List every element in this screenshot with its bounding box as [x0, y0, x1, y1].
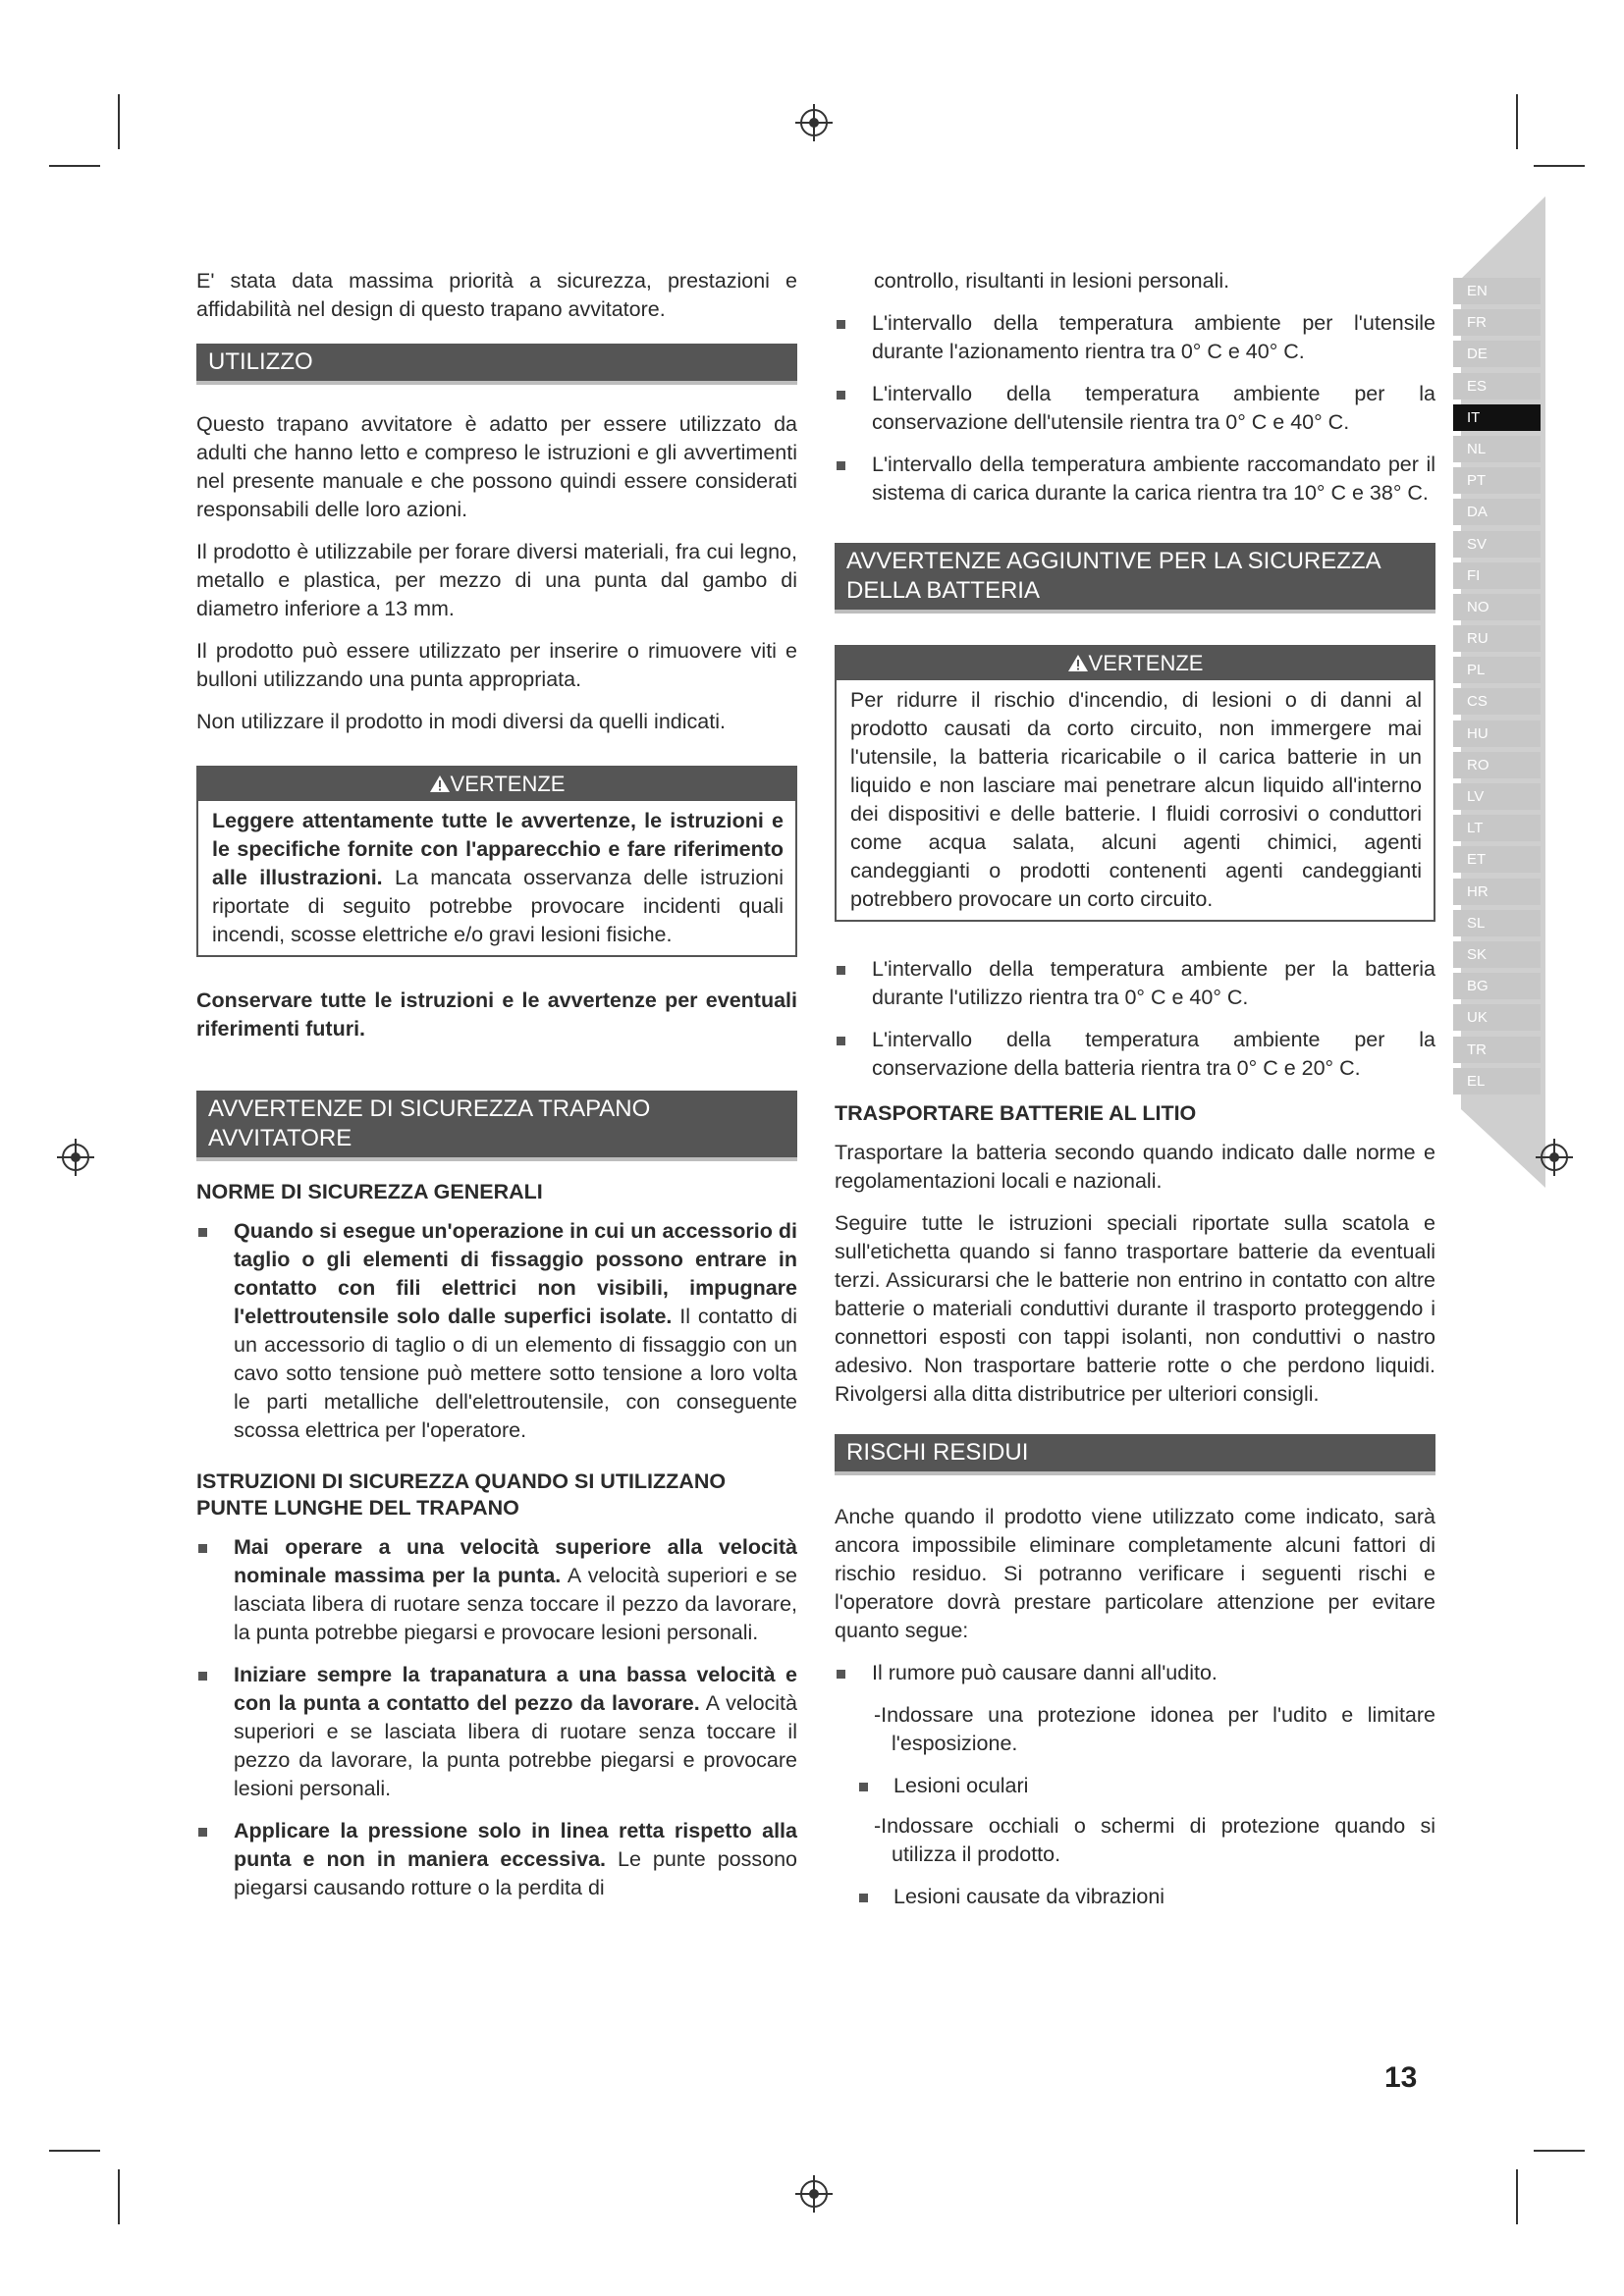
- registration-mark-icon: [793, 2173, 835, 2215]
- language-tab-nl[interactable]: NL: [1453, 436, 1541, 462]
- language-tab-hr[interactable]: HR: [1453, 879, 1541, 905]
- warning-triangle-icon: [429, 774, 451, 793]
- right-column: [835, 267, 1435, 1923]
- language-tab-no[interactable]: NO: [1453, 594, 1541, 620]
- language-tab-pt[interactable]: PT: [1453, 467, 1541, 494]
- list-item: [835, 955, 1435, 1012]
- bullet-list: [835, 309, 1435, 507]
- list-item: [835, 1659, 1435, 1687]
- bullet-square-icon: [198, 1544, 207, 1553]
- language-tab-fr[interactable]: FR: [1453, 309, 1541, 336]
- bullet-square-icon: [837, 1037, 845, 1045]
- bullet-square-icon: [837, 461, 845, 470]
- list-item-bold: Mai operare a una velocità superiore alla velocità nominale massima per la punta.: [234, 1535, 797, 1587]
- subheading-long-bits: ISTRUZIONI DI SICUREZZA QUANDO SI UTILIZZANO PUNTE LUNGHE DEL TRAPANO: [196, 1469, 727, 1520]
- list-item: [196, 1817, 797, 1902]
- list-item-text: A velocità superiori e se lasciata libera di ruotare senza toccare il pezzo da lavorare, la punta potrebbe piegarsi e provocare lesioni personali.: [234, 1691, 797, 1800]
- crop-mark: [1516, 2169, 1518, 2224]
- language-tab-el[interactable]: EL: [1453, 1068, 1541, 1095]
- bullet-square-icon: [837, 966, 845, 975]
- language-tab-cs[interactable]: CS: [1453, 688, 1541, 715]
- warning-title: [837, 647, 1434, 680]
- registration-mark-icon: [1534, 1137, 1575, 1178]
- list-item: [835, 1026, 1435, 1083]
- language-tab-bg[interactable]: BG: [1453, 973, 1541, 999]
- continuation-text: controllo, risultanti in lesioni personali.: [874, 269, 1230, 293]
- list-item: [835, 309, 1435, 366]
- list-item-bold: Applicare la pressione solo in linea retta rispetto alla punta e non in maniera eccessiva.: [234, 1819, 797, 1871]
- subheading-general-rules: NORME DI SICUREZZA GENERALI: [196, 1180, 543, 1203]
- list-item-text: L'intervallo della temperatura ambiente raccomandato per il sistema di carica durante la carica rientra tra 10° C e 38° C.: [872, 453, 1435, 505]
- language-tab-sk[interactable]: SK: [1453, 941, 1541, 968]
- bullet-list: [835, 1659, 1435, 1687]
- bullet-square-icon: [859, 1783, 868, 1791]
- list-item: [835, 451, 1435, 507]
- section-header-safety-drill: AVVERTENZE DI SICUREZZA TRAPANO AVVITATORE: [196, 1091, 797, 1161]
- conserve-note-text: Conservare tutte le istruzioni e le avvertenze per eventuali riferimenti futuri.: [196, 988, 797, 1041]
- paragraph: Questo trapano avvitatore è adatto per essere utilizzato da adulti che hanno letto e compreso le istruzioni e gli avvertimenti nel presente manuale e che possono quindi essere considerati responsabili delle loro azioni.: [196, 412, 797, 521]
- language-tab-de[interactable]: DE: [1453, 341, 1541, 367]
- sub-list-item: -Indossare una protezione idonea per l'udito e limitare l'esposizione.: [874, 1703, 1435, 1755]
- list-item-bold: Quando si esegue un'operazione in cui un accessorio di taglio o gli elementi di fissaggio possono entrare in contatto con fili elettrici non visibili, impugnare l'elettroutensile solo dalle superfici isolate.: [234, 1219, 797, 1328]
- intro-text: E' stata data massima priorità a sicurezza, prestazioni e affidabilità nel design di questo trapano avvitatore.: [196, 269, 797, 321]
- language-tab-lv[interactable]: LV: [1453, 783, 1541, 810]
- list-item: [835, 380, 1435, 437]
- bullet-list: [835, 955, 1435, 1083]
- list-item-text: L'intervallo della temperatura ambiente per l'utensile durante l'azionamento rientra tra 0° C e 40° C.: [872, 311, 1435, 363]
- section-header-residual-risks: RISCHI RESIDUI: [835, 1434, 1435, 1475]
- language-tabs: [1453, 278, 1541, 1099]
- paragraph: Non utilizzare il prodotto in modi diversi da quelli indicati.: [196, 710, 726, 733]
- language-tab-tr[interactable]: TR: [1453, 1037, 1541, 1063]
- page-number: 13: [1384, 2061, 1418, 2094]
- conserve-note: [196, 987, 797, 1043]
- bullet-list: [196, 1217, 797, 1445]
- bullet-square-icon: [837, 391, 845, 400]
- warning-body: [198, 801, 795, 955]
- paragraph: Il prodotto può essere utilizzato per inserire o rimuovere viti e bulloni utilizzando una punta appropriata.: [196, 639, 797, 691]
- language-tab-it[interactable]: IT: [1453, 404, 1541, 431]
- list-item-text: L'intervallo della temperatura ambiente per la conservazione della batteria rientra tra 0° C e 20° C.: [872, 1028, 1435, 1080]
- list-item-text: Lesioni oculari: [893, 1774, 1029, 1797]
- subheading-transport: TRASPORTARE BATTERIE AL LITIO: [835, 1101, 1197, 1125]
- warning-title: [198, 768, 795, 801]
- language-tab-uk[interactable]: UK: [1453, 1004, 1541, 1031]
- bullet-list: [196, 1533, 797, 1902]
- list-item: [196, 1217, 797, 1445]
- bullet-square-icon: [198, 1828, 207, 1837]
- language-tab-en[interactable]: EN: [1453, 278, 1541, 304]
- list-item-text: L'intervallo della temperatura ambiente per la conservazione dell'utensile rientra tra 0° C e 40° C.: [872, 382, 1435, 434]
- list-item: [196, 1661, 797, 1803]
- list-item-text: L'intervallo della temperatura ambiente per la batteria durante l'utilizzo rientra tra 0° C e 40° C.: [872, 957, 1435, 1009]
- paragraph: Trasportare la batteria secondo quando indicato dalle norme e regolamentazioni locali e nazionali.: [835, 1141, 1435, 1193]
- warning-normal-text: La mancata osservanza delle istruzioni riportate di seguito potrebbe provocare incidenti quali incendi, scosse elettriche e/o gravi lesioni fisiche.: [212, 866, 785, 946]
- warning-title-text: VERTENZE: [1088, 651, 1204, 675]
- section-header-utilizzo: UTILIZZO: [196, 344, 797, 385]
- registration-mark-icon: [55, 1137, 96, 1178]
- crop-mark: [1534, 165, 1585, 167]
- bullet-square-icon: [837, 1670, 845, 1679]
- bullet-square-icon: [859, 1894, 868, 1902]
- list-item: [835, 1883, 1435, 1911]
- list-item-text: Il contatto di un accessorio di taglio o di un elemento di fissaggio con un cavo sotto tensione può mettere sotto tensione a loro volta le parti metalliche dell'elettroutensile, con conseguente scossa elettrica per l'operatore.: [234, 1305, 797, 1442]
- warning-bold-text: Leggere attentamente tutte le avvertenze, le istruzioni e le specifiche fornite con l'apparecchio e fare riferimento alle illustrazioni.: [212, 809, 784, 889]
- crop-mark: [1516, 94, 1518, 149]
- warning-box: [196, 766, 797, 957]
- crop-mark: [49, 165, 100, 167]
- crop-mark: [49, 2150, 100, 2152]
- language-tab-da[interactable]: DA: [1453, 499, 1541, 525]
- left-column: [196, 267, 797, 1916]
- language-tab-et[interactable]: ET: [1453, 846, 1541, 873]
- language-tab-fi[interactable]: FI: [1453, 562, 1541, 589]
- list-item-text: Lesioni causate da vibrazioni: [893, 1885, 1165, 1908]
- language-tab-lt[interactable]: LT: [1453, 815, 1541, 841]
- bullet-square-icon: [198, 1228, 207, 1237]
- language-tab-pl[interactable]: PL: [1453, 657, 1541, 683]
- language-tab-sl[interactable]: SL: [1453, 910, 1541, 936]
- warning-triangle-icon: [1067, 654, 1089, 672]
- bullet-square-icon: [837, 320, 845, 329]
- sub-list-item: -Indossare occhiali o schermi di protezione quando si utilizza il prodotto.: [874, 1814, 1435, 1866]
- warning-box: [835, 645, 1435, 922]
- crop-mark: [118, 94, 120, 149]
- list-item-bold: Iniziare sempre la trapanatura a una bassa velocità e con la punta a contatto del pezzo da lavorare.: [234, 1663, 797, 1715]
- list-item-text: Il rumore può causare danni all'udito.: [872, 1661, 1218, 1684]
- paragraph: Seguire tutte le istruzioni speciali riportate sulla scatola e sull'etichetta quando si fanno trasportare batterie da eventuali terzi. Assicurarsi che le batterie non entrino in contatto con altre batterie o materiali conduttivi durante il trasporto proteggendo i connettori esposti con tappi isolanti, non conduttivi o nastro adesivo. Non trasportare batterie rotte o che perdono liquidi. Rivolgersi alla ditta distributrice per ulteriori consigli.: [835, 1211, 1435, 1406]
- language-tab-hu[interactable]: HU: [1453, 721, 1541, 747]
- list-item-text: Le punte possono piegarsi causando rotture o la perdita di: [234, 1847, 797, 1899]
- list-item: [835, 1772, 1435, 1800]
- registration-mark-icon: [793, 102, 835, 143]
- language-tab-es[interactable]: ES: [1453, 373, 1541, 400]
- paragraph: Anche quando il prodotto viene utilizzato come indicato, sarà ancora impossibile eliminare completamente alcuni fattori di rischio residuo. Si potranno verificare i seguenti rischi e l'operatore dovrà prestare particolare attenzione per evitare quanto segue:: [835, 1505, 1435, 1642]
- crop-mark: [1534, 2150, 1585, 2152]
- section-header-battery-safety: AVVERTENZE AGGIUNTIVE PER LA SICUREZZA DELLA BATTERIA: [835, 543, 1435, 614]
- language-tab-ro[interactable]: RO: [1453, 752, 1541, 778]
- warning-title-text: VERTENZE: [450, 772, 566, 796]
- warning-body: Per ridurre il rischio d'incendio, di lesioni o di danni al prodotto causati da corto circuito, non immergere mai l'utensile, la batteria ricaricabile o il carica batterie in un liquido e non lasciare mai penetrare alcun liquido all'interno dei dispositivi e delle batterie. I fluidi corrosivi o conduttori come acqua salata, alcuni agenti chimici, agenti candeggianti o prodotti contenenti agenti candeggianti potrebbero provocare un corto circuito.: [850, 688, 1422, 911]
- list-item: [196, 1533, 797, 1647]
- paragraph: Il prodotto è utilizzabile per forare diversi materiali, fra cui legno, metallo e plastica, per mezzo di una punta dal gambo di diametro inferiore a 13 mm.: [196, 540, 797, 620]
- language-tab-ru[interactable]: RU: [1453, 625, 1541, 652]
- list-item-text: A velocità superiori e se lasciata libera di ruotare senza toccare il pezzo da lavorare, la punta potrebbe piegarsi e provocare lesioni personali.: [234, 1564, 797, 1644]
- language-tab-sv[interactable]: SV: [1453, 531, 1541, 558]
- crop-mark: [118, 2169, 120, 2224]
- bullet-square-icon: [198, 1672, 207, 1681]
